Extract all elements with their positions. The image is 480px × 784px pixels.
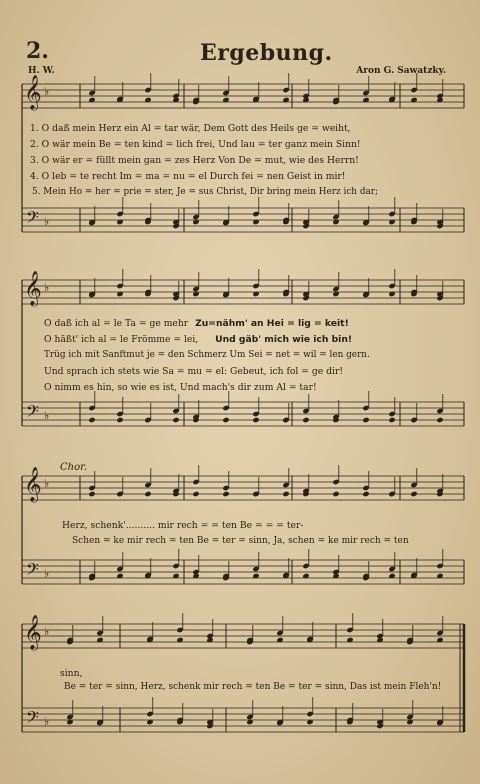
system-3-treble-clef: 𝄞 (24, 467, 42, 502)
chorus-line-2: Schen = ke mir rech = ten Be = ter = sinn, Ja, schen = ke mir rech = ten (72, 536, 409, 546)
system-2-bass-note (88, 417, 95, 423)
system-2-bass-note (302, 417, 309, 423)
verse-5-line-b: O nimm es hin, so wie es ist, Und mach's dir zum Al = tar! (44, 382, 317, 393)
verse-5-line: 5. Mein Ho = her = prie = ster, Je = sus Christ, Dir bring mein Herz ich dar; (32, 187, 379, 197)
system-2-bass-note (116, 417, 123, 423)
system-1-treble-clef: 𝄞 (24, 75, 42, 110)
composer: Aron G. Sawatzky. (356, 66, 446, 76)
system-3-treble-note (362, 491, 369, 497)
system-3-treble-note (410, 491, 417, 497)
hymn-number: 2. (26, 38, 49, 64)
system-2-bass-clef: 𝄢 (26, 401, 39, 425)
final-line-1: sinn, (60, 668, 83, 679)
system-1-bass-flat: ♭ (44, 215, 50, 228)
system-3-bass-clef: 𝄢 (26, 559, 39, 583)
system-4-treble-clef: 𝄞 (24, 615, 42, 650)
system-2-bass-note (362, 417, 369, 423)
verse-2-line-b: O häßt' ich al = le Frömme = lei, Und gäb' mich wie ich bin! (44, 334, 353, 345)
system-2-bass-note (252, 417, 259, 423)
system-3-treble-note (282, 491, 289, 497)
system-2-bass-note (172, 417, 179, 423)
system-3-bass-flat: ♭ (44, 567, 50, 580)
system-2-bass-note (388, 417, 395, 423)
verse-1-line: 1. O daß mein Herz ein Al = tar wär, Dem Gott des Heils ge = weiht, (30, 123, 351, 134)
system-3-treble-note (332, 491, 339, 497)
final-line-2: Be = ter = sinn, Herz, schenk mir rech = ten Be = ter = sinn, Das ist mein Fleh'n! (64, 682, 442, 692)
system-4-treble-flat: ♭ (44, 625, 50, 638)
system-4-bass-flat: ♭ (44, 715, 50, 728)
verse-4-line: 4. O leb = te recht Im = ma = nu = el Durch fei = nen Geist in mir! (30, 171, 346, 182)
system-2-bass-note (436, 417, 443, 423)
verse-4-line-b: Und sprach ich stets wie Sa = mu = el: Gebeut, ich fol = ge dir! (44, 366, 344, 377)
system-3-treble-note (88, 491, 95, 497)
verse-1-line-b: O daß ich al = le Ta = ge mehr Zu=nähm' an Hei = lig = keit! (44, 318, 349, 329)
chorus-label: Chor. (60, 462, 87, 473)
hymn-title: Ergebung. (200, 40, 333, 66)
lyricist: H. W. (28, 66, 55, 76)
system-2-bass-flat: ♭ (44, 409, 50, 422)
system-2-treble-clef: 𝄞 (24, 271, 42, 306)
system-1-bass-clef: 𝄢 (26, 207, 39, 231)
system-3-treble-note (222, 491, 229, 497)
system-3-treble-note (144, 491, 151, 497)
chorus-line-1: Herz, schenk'.......... mir rech = = ten Be = = = ter- (62, 520, 304, 531)
system-3-treble-note (192, 491, 199, 497)
verse-3-line-b: Trüg ich mit Sanftmut je = den Schmerz Um Sei = net = wil = len gern. (44, 350, 370, 360)
verse-2-line: 2. O wär mein Be = ten kind = lich frei, Und lau = ter ganz mein Sinn! (30, 139, 361, 150)
system-1-treble-flat: ♭ (44, 85, 50, 98)
verse-3-line: 3. O wär er = füllt mein gan = zes Herz Von De = mut, wie des Herrn! (30, 155, 359, 166)
system-2-treble-flat: ♭ (44, 281, 50, 294)
system-3-treble-flat: ♭ (44, 477, 50, 490)
system-4-bass-clef: 𝄢 (26, 707, 39, 731)
system-2-bass-note (222, 417, 229, 423)
